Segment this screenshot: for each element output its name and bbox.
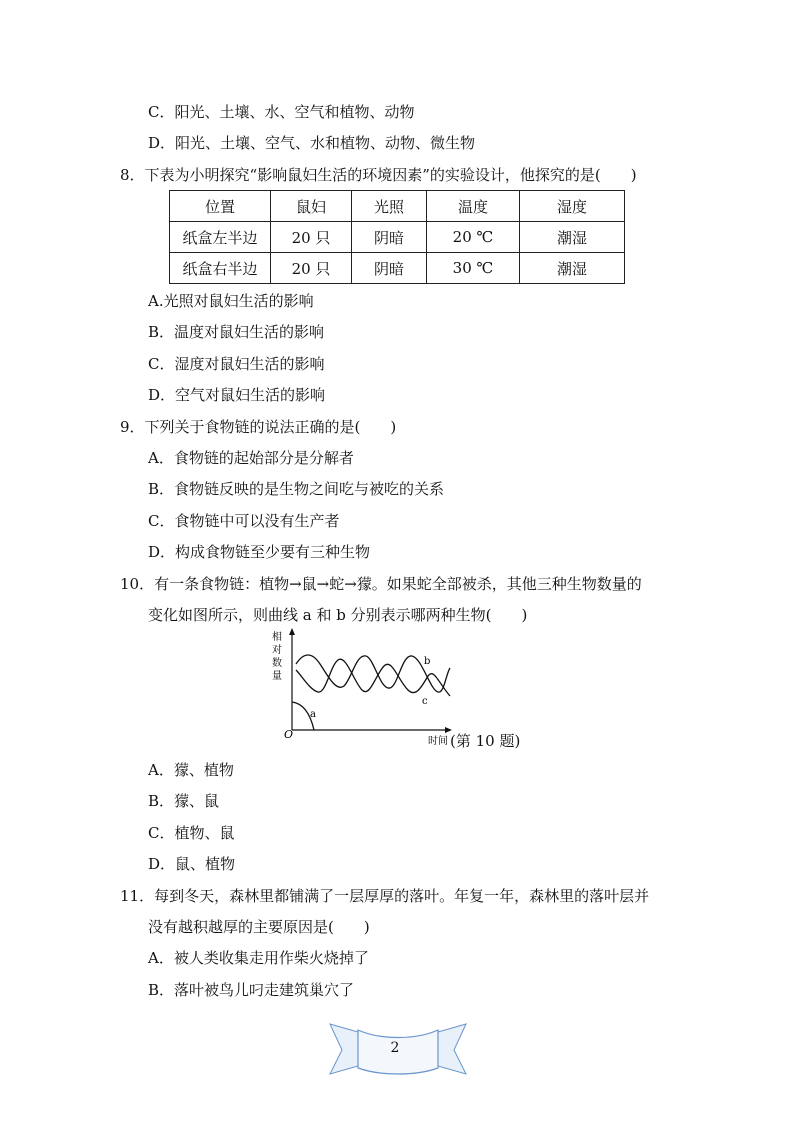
table-row	[170, 253, 625, 284]
y-axis-label: 相	[272, 632, 282, 643]
table-cell: 潮湿	[520, 253, 625, 284]
origin-label: O	[284, 728, 294, 741]
q8-option-b: B．温度对鼠妇生活的影响	[148, 323, 325, 341]
q10-option-c: C．植物、鼠	[148, 824, 235, 842]
question-10-line2: 变化如图所示，则曲线 a 和 b 分别表示哪两种生物( )	[148, 606, 528, 624]
q11-option-a: A．被人类收集走用作柴火烧掉了	[148, 949, 369, 967]
q8-option-a: A.光照对鼠妇生活的影响	[148, 292, 314, 310]
table-cell: 30 ℃	[427, 253, 520, 284]
q7-option-c: C．阳光、土壤、水、空气和植物、动物	[148, 103, 415, 121]
table-cell: 阴暗	[352, 222, 427, 253]
x-axis-label: 时间	[428, 736, 448, 747]
table-header-cell: 位置	[170, 191, 271, 222]
q9-option-d: D．构成食物链至少要有三种生物	[148, 543, 371, 561]
table-header-cell: 温度	[427, 191, 520, 222]
y-axis-label: 量	[272, 671, 282, 682]
table-header-row	[170, 191, 625, 222]
y-axis-label: 对	[272, 645, 282, 656]
curve-a-label: a	[310, 709, 316, 720]
table-cell: 20 只	[271, 222, 352, 253]
y-axis-label: 数	[272, 658, 282, 669]
table-cell: 潮湿	[520, 222, 625, 253]
table-cell: 阴暗	[352, 253, 427, 284]
q8-option-d: D．空气对鼠妇生活的影响	[148, 386, 326, 404]
table-header-cell: 鼠妇	[271, 191, 352, 222]
q10-option-a: A．獴、植物	[148, 761, 234, 779]
q10-option-d: D．鼠、植物	[148, 855, 236, 873]
page-number: 2	[390, 1040, 400, 1056]
question-11-line2: 没有越积越厚的主要原因是( )	[148, 918, 370, 936]
question-8: 8．下表为小明探究“影响鼠妇生活的环境因素”的实验设计，他探究的是( )	[120, 166, 637, 184]
table-cell: 20 ℃	[427, 222, 520, 253]
question-11-line1: 11．每到冬天，森林里都铺满了一层厚厚的落叶。年复一年，森林里的落叶层并	[120, 887, 650, 905]
q10-option-b: B．獴、鼠	[148, 792, 220, 810]
q9-option-c: C．食物链中可以没有生产者	[148, 512, 340, 530]
table-cell: 纸盒左半边	[170, 222, 271, 253]
q9-option-b: B．食物链反映的是生物之间吃与被吃的关系	[148, 480, 445, 498]
table-cell: 纸盒右半边	[170, 253, 271, 284]
q8-option-c: C．湿度对鼠妇生活的影响	[148, 355, 325, 373]
curve-c-label: c	[422, 696, 428, 707]
table-row	[170, 222, 625, 253]
question-10-line1: 10．有一条食物链：植物→鼠→蛇→獴。如果蛇全部被杀，其他三种生物数量的	[120, 575, 642, 593]
q11-option-b: B．落叶被鸟儿叼走建筑巢穴了	[148, 981, 355, 999]
q7-option-d: D．阳光、土壤、空气、水和植物、动物、微生物	[148, 134, 476, 152]
question-9: 9．下列关于食物链的说法正确的是( )	[120, 418, 397, 436]
q9-option-a: A．食物链的起始部分是分解者	[148, 449, 354, 467]
table-cell: 20 只	[271, 253, 352, 284]
table-header-cell: 湿度	[520, 191, 625, 222]
experiment-table	[169, 190, 625, 284]
figure-caption: (第 10 题)	[450, 732, 521, 750]
table-header-cell: 光照	[352, 191, 427, 222]
curve-b-label: b	[424, 656, 431, 667]
